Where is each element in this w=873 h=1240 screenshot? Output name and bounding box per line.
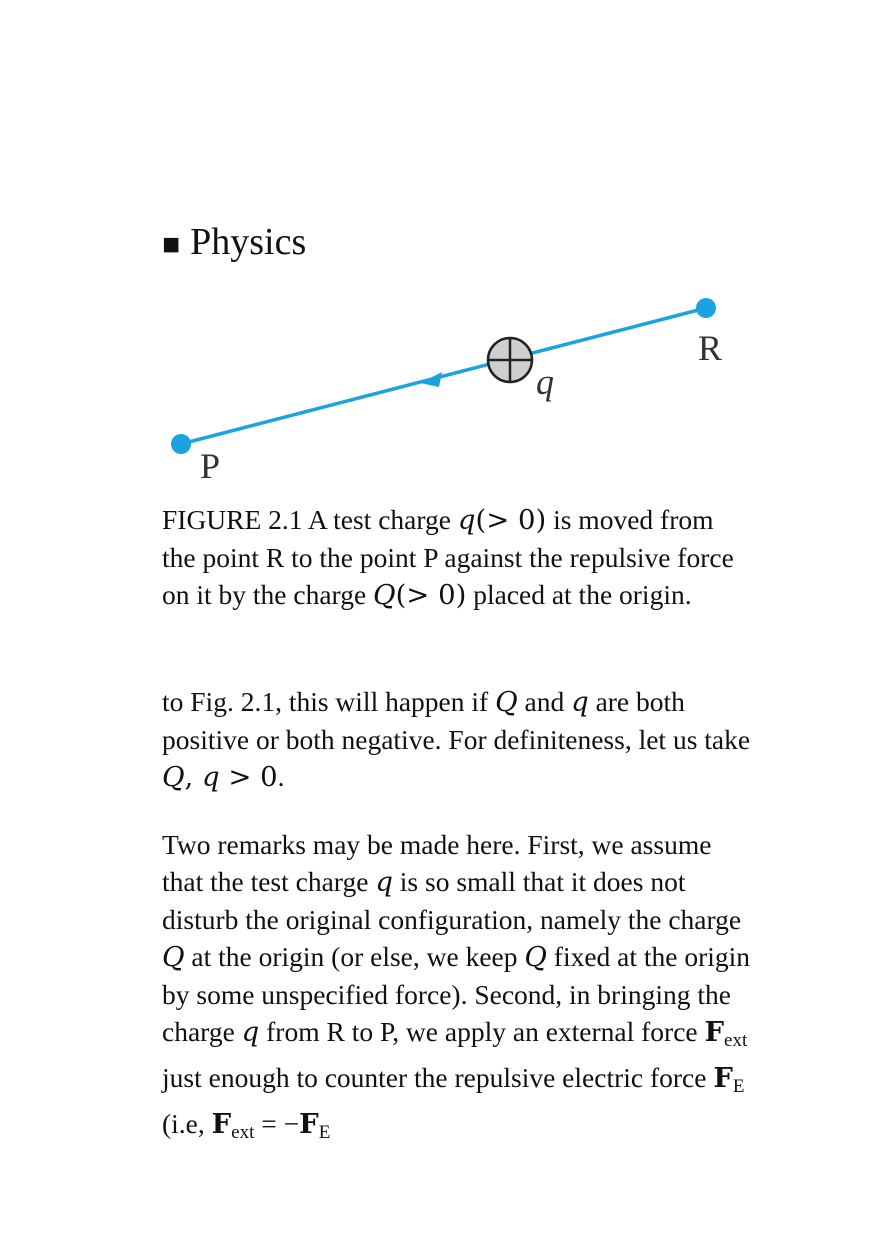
math-Q: Q — [162, 941, 185, 973]
math-Q: Q — [162, 761, 185, 793]
label-q: q — [536, 362, 554, 402]
math-q: q — [457, 504, 476, 536]
path-line — [181, 308, 706, 444]
point-R-dot — [696, 298, 716, 318]
math-Q: Q — [373, 579, 396, 611]
math-q: q — [202, 761, 220, 793]
math-gt-zero: (> 0) — [475, 504, 547, 536]
section-bullet: ■ — [162, 228, 181, 261]
math-q: q — [375, 866, 393, 898]
math-Q: Q — [524, 941, 547, 973]
section-heading — [162, 218, 306, 269]
math-F-E: F — [299, 1108, 319, 1140]
section-title: Physics — [190, 221, 307, 263]
test-charge-icon — [488, 338, 532, 382]
paragraph-1: to Fig. 2.1, this will happen if Q and q are both positive or both negative. For definiteness, let us take Q, q > 0. — [162, 686, 751, 793]
math-F-ext: F — [211, 1108, 232, 1140]
label-P: P — [200, 446, 221, 486]
math-F-ext: F — [704, 1016, 725, 1048]
math-F-E: F — [713, 1062, 733, 1094]
math-q: q — [241, 1016, 260, 1048]
figure-caption: FIGURE 2.1 A test charge q(> 0) is moved from the point R to the point P against the repulsive force on it by the charge Q(> 0) placed at the origin. — [162, 504, 734, 611]
math-Q: Q — [495, 686, 518, 718]
paragraph-2: Two remarks may be made here. First, we assume that the test charge q is so small that it does not disturb the original configuration, namely the charge Q at the origin (or else, we keep Q fixed at the origin by some unspecified force). Second, in bringing the charge q from R to P, we apply an external force $F_{ext}$ just enough to counter the repulsive electric force $F_E$ (i.e, $F_{ext} = -F_E$ — [162, 829, 751, 1143]
point-P-dot — [171, 434, 191, 454]
math-gt-zero: (> 0) — [395, 579, 467, 611]
figure-2-1 — [160, 290, 740, 490]
label-R: R — [698, 328, 723, 368]
math-q: q — [571, 686, 589, 718]
